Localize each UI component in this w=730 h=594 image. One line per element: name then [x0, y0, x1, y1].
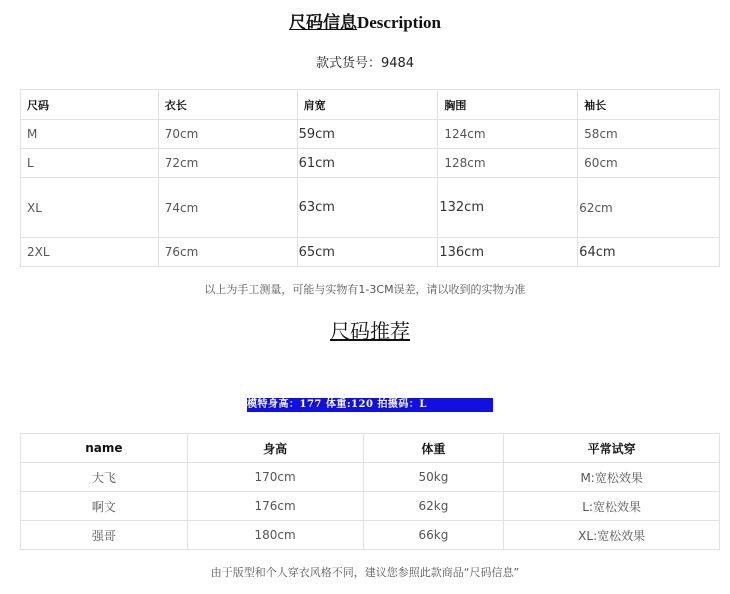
size-info-title [0, 8, 730, 33]
size-recommend-title: 尺码推荐 [330, 321, 410, 343]
recommend-header-cell: 平常试穿 [504, 434, 720, 463]
size-header-cell: 衣长 [158, 90, 297, 120]
style-number: 款式货号：9484 [315, 56, 415, 71]
size-header-cell: 尺码 [21, 90, 159, 120]
size-table [20, 89, 720, 267]
size-header-cell: 肩宽 [297, 90, 438, 120]
size-header-cell: 袖长 [578, 90, 720, 120]
size-advice-note: 由于版型和个人穿衣风格不同，建议您参照此款商品“尺码信息” [210, 566, 520, 579]
table-row [21, 238, 720, 267]
model-info-banner: 模特身高：177 体重:120 拍摄码：L [247, 398, 493, 412]
size-cell: 70cm [158, 120, 297, 149]
size-cell: 62cm [578, 178, 720, 238]
size-info-title-en: Description [356, 13, 442, 32]
size-cell: 63cm [297, 178, 438, 238]
size-cell: 65cm [297, 238, 438, 267]
recommend-cell: M:宽松效果 [504, 463, 720, 492]
size-cell: 128cm [438, 149, 578, 178]
size-cell: M [21, 120, 159, 149]
recommend-cell: XL:宽松效果 [504, 521, 720, 550]
size-cell: 124cm [438, 120, 578, 149]
recommend-table-header [21, 434, 720, 463]
size-cell: 72cm [158, 149, 297, 178]
size-cell: 61cm [297, 149, 438, 178]
size-cell: XL [21, 178, 159, 238]
table-row [21, 463, 720, 492]
table-row [21, 492, 720, 521]
recommend-cell: 176cm [187, 492, 363, 521]
recommend-cell: 强哥 [21, 521, 188, 550]
size-cell: 76cm [158, 238, 297, 267]
size-cell: 59cm [297, 120, 438, 149]
recommend-cell: 62kg [363, 492, 504, 521]
recommend-cell: 啊文 [21, 492, 188, 521]
size-cell: L [21, 149, 159, 178]
recommend-table [20, 433, 720, 550]
table-row [21, 120, 720, 149]
recommend-header-cell: name [21, 434, 188, 463]
size-table-header [21, 90, 720, 120]
size-header-cell: 胸围 [438, 90, 578, 120]
size-cell: 2XL [21, 238, 159, 267]
recommend-cell: 170cm [187, 463, 363, 492]
recommend-cell: 50kg [363, 463, 504, 492]
table-row [21, 149, 720, 178]
recommend-header-cell: 身高 [187, 434, 363, 463]
size-cell: 136cm [438, 238, 578, 267]
size-info-title-cn: 尺码信息 [288, 13, 357, 32]
size-cell: 58cm [578, 120, 720, 149]
recommend-header-cell: 体重 [363, 434, 504, 463]
recommend-cell: 66kg [363, 521, 504, 550]
size-cell: 64cm [578, 238, 720, 267]
measurement-note: 以上为手工测量，可能与实物有1-3CM误差，请以收到的实物为准 [204, 283, 526, 296]
table-row [21, 178, 720, 238]
recommend-cell: 180cm [187, 521, 363, 550]
recommend-cell: 大飞 [21, 463, 188, 492]
size-cell: 60cm [578, 149, 720, 178]
size-cell: 74cm [158, 178, 297, 238]
recommend-cell: L:宽松效果 [504, 492, 720, 521]
size-cell: 132cm [438, 178, 578, 238]
table-row [21, 521, 720, 550]
